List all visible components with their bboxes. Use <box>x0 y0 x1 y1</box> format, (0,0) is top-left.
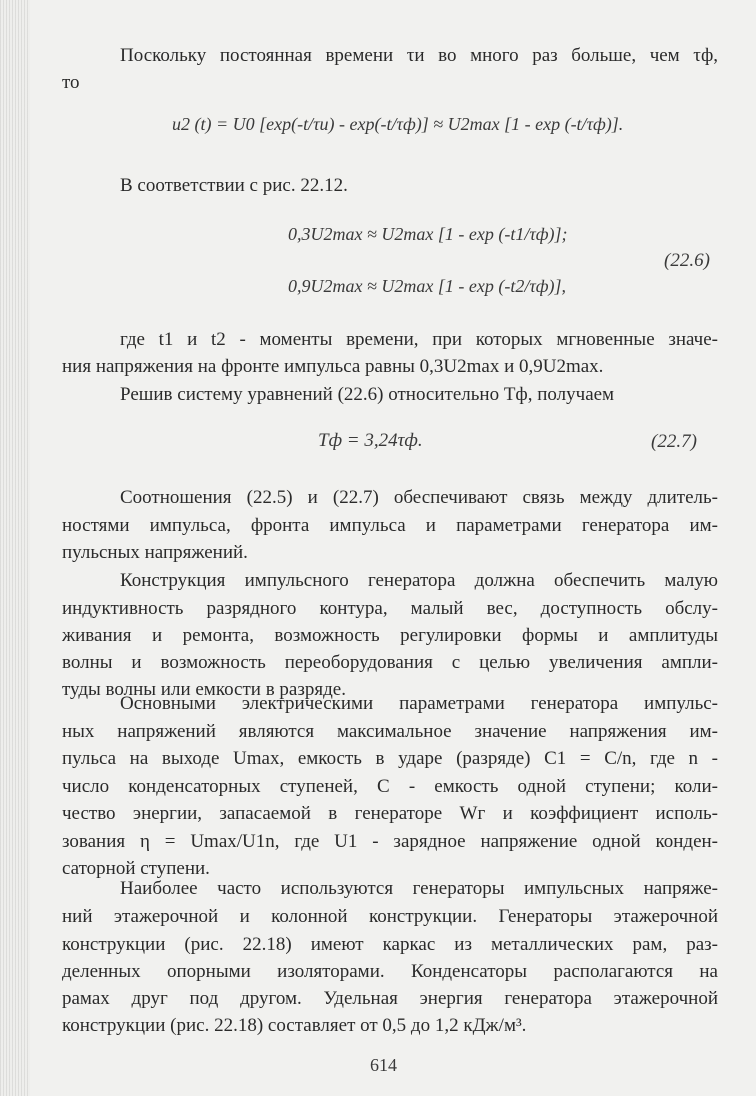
formula: 0,9U2max ≈ U2max [1 - exp (-t2/τф)], <box>288 276 567 296</box>
text-line: Решив систему уравнений (22.6) относительно Тф, получаем <box>120 384 615 405</box>
text-line: деленных опорными изоляторами. Конденсаторы располагаются на <box>62 961 718 982</box>
text-line: Основными электрическими параметрами генератора импульс- <box>120 693 718 714</box>
text-line: пульса на выходе Umax, емкость в ударе (разряде) C1 = C/n, где n - <box>62 748 718 769</box>
text-line: конструкции (рис. 22.18) составляет от 0,5 до 1,2 кДж/м³. <box>62 1015 527 1036</box>
text-line: конструкции (рис. 22.18) имеют каркас из металлических рам, раз- <box>62 934 718 955</box>
text-line: туды волны или емкости в разряде. <box>62 679 346 700</box>
text-line: то <box>62 72 80 93</box>
text-line: ний этажерочной и колонной конструкции. Генераторы этажерочной <box>62 906 718 927</box>
formula: Тф = 3,24τф. <box>318 430 423 451</box>
text-line: зования η = Umax/U1n, где U1 - зарядное напряжение одной конден- <box>62 831 718 852</box>
text-line: ния напряжения на фронте импульса равны 0,3U2max и 0,9U2max. <box>62 356 604 377</box>
text-line: саторной ступени. <box>62 858 210 879</box>
text-line: Конструкция импульсного генератора должна обеспечить малую <box>120 570 718 591</box>
formula: 0,3U2max ≈ U2max [1 - exp (-t1/τф)]; <box>288 224 568 244</box>
text-line: Соотношения (22.5) и (22.7) обеспечивают связь между длитель- <box>120 487 718 508</box>
text-line: Поскольку постоянная времени τи во много раз больше, чем τф, <box>120 45 718 66</box>
equation-number: (22.6) <box>664 250 710 271</box>
text-line: где t1 и t2 - моменты времени, при которых мгновенные значе- <box>120 329 718 350</box>
page-number: 614 <box>370 1055 397 1075</box>
text-line: В соответствии с рис. 22.12. <box>120 175 348 196</box>
formula: u2 (t) = U0 [exp(-t/τи) - exp(-t/τф)] ≈ U2max [1 - exp (-t/τф)]. <box>172 114 624 134</box>
text-line: рамах друг под другом. Удельная энергия генератора этажерочной <box>62 988 718 1009</box>
text-line: чество энергии, запасаемой в генераторе Wг и коэффициент исполь- <box>62 803 718 824</box>
text-line: живания и ремонта, возможность регулировки формы и амплитуды <box>62 625 718 646</box>
text-line: ных напряжений являются максимальное значение напряжения им- <box>62 721 718 742</box>
text-line: индуктивность разрядного контура, малый вес, доступность обслу- <box>62 598 718 619</box>
text-line: Наиболее часто используются генераторы импульсных напряже- <box>120 878 718 899</box>
text-line: число конденсаторных ступеней, C - емкость одной ступени; коли- <box>62 776 718 797</box>
equation-number: (22.7) <box>651 431 697 452</box>
text-line: ностями импульса, фронта импульса и параметрами генератора им- <box>62 515 718 536</box>
text-line: пульсных напряжений. <box>62 542 248 563</box>
text-line: волны и возможность переоборудования с целью увеличения ампли- <box>62 652 718 673</box>
